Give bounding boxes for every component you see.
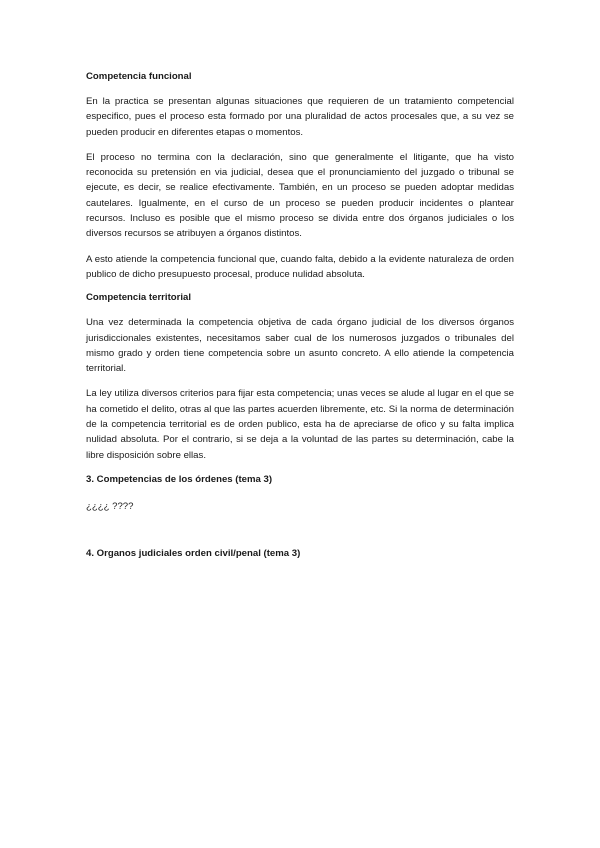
paragraph-territorial-2: La ley utiliza diversos criterios para fijar esta competencia; unas veces se alude al lugar en el que se ha cometido el delito, otras al que las partes acuerden libremente, etc. Si la norma de determinación de la competencia territorial es de orden publico, esta ha de apreciarse de ofico y su falta implica nulidad absoluta. Por el contrario, si se deja a la voluntad de las partes su determinación, cabe la libre disposición sobre ellas. [86, 388, 514, 461]
paragraph-territorial-1: Una vez determinada la competencia objetiva de cada órgano judicial de los diversos órganos jurisdiccionales existentes, necesitamos saber cual de los numerosos juzgados o tribunales del mismo grado y orden tiene competencia sobre un asunto concreto. A ello atiende la competencia territorial. [86, 317, 514, 375]
heading-competencia-territorial: Competencia territorial [86, 292, 192, 304]
heading-competencia-funcional: Competencia funcional [86, 71, 192, 82]
paragraph-funcional-2: El proceso no termina con la declaración, sino que generalmente el litigante, que ha visto reconocida su pretensión en via judicial, desea que el pronunciamiento del juzgado o tribunal se ejecute, es decir, se realice efectivamente. También, en un proceso se pueden adoptar medidas cautelares. Igualmente, en el curso de un proceso se pueden producir incidentes o plantear recursos. Incluso es posible que el mismo proceso se divida entre dos órganos judiciales o los diversos recursos se atribuyen a órganos distintos. [86, 151, 514, 240]
heading-organos-judiciales: 4. Organos judiciales orden civil/penal (tema 3) [86, 548, 301, 560]
heading-competencias-ordenes: 3. Competencias de los órdenes (tema 3) [86, 473, 273, 485]
paragraph-funcional-3: A esto atiende la competencia funcional que, cuando falta, debido a la evidente naturaleza de orden publico de dicho presupuesto procesal, produce nulidad absoluta. [86, 253, 514, 280]
paragraph-ordenes-placeholder: ¿¿¿¿ ???? [86, 500, 134, 512]
paragraph-funcional-1: En la practica se presentan algunas situaciones que requieren de un tratamiento competencial especifico, pues el proceso esta formado por una pluralidad de actos procesales que, a su vez se pueden producir en diferentes etapas o momentos. [86, 96, 514, 138]
